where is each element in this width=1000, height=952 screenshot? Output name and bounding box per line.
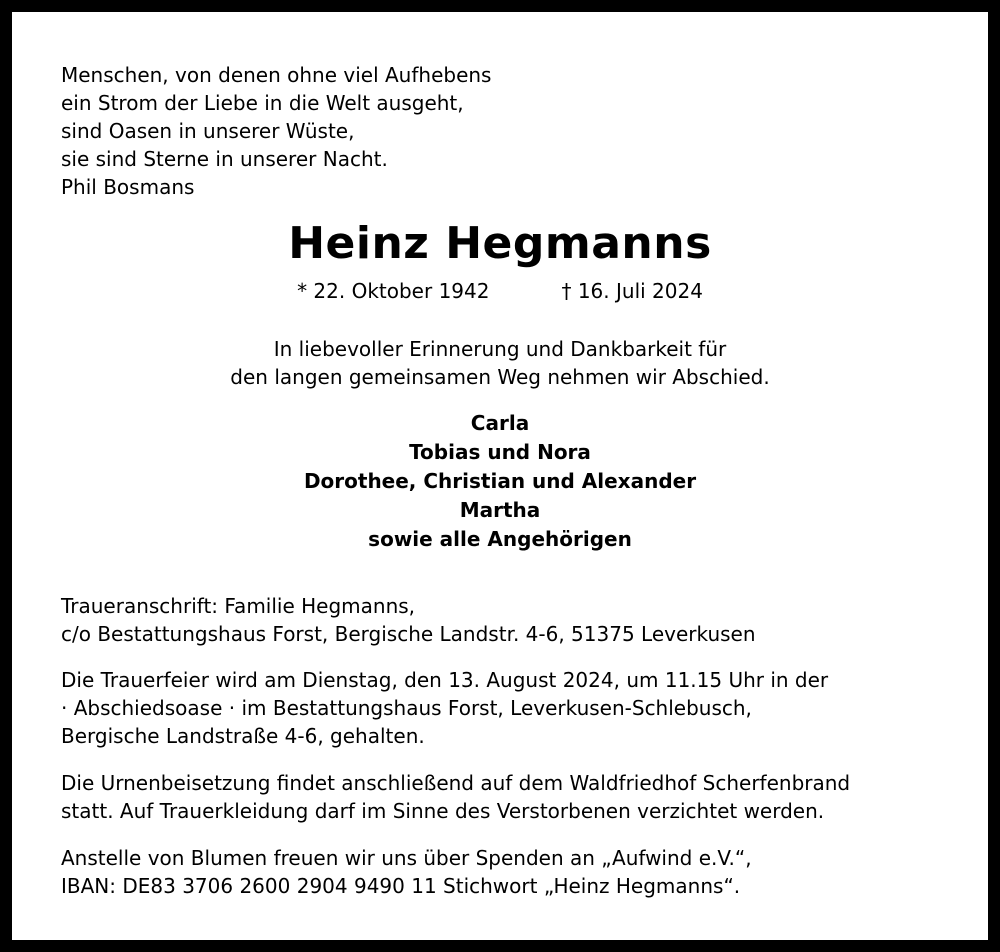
mourner-name: Dorothee, Christian und Alexander [303, 469, 697, 493]
address-line: c/o Bestattungshaus Forst, Bergische Landstr. 4-6, 51375 Leverkusen [61, 622, 756, 646]
ceremony-line: Bergische Landstraße 4-6, gehalten. [61, 724, 425, 748]
address-line: Traueranschrift: Familie Hegmanns, [61, 594, 416, 618]
mourner-name: Tobias und Nora [409, 440, 591, 464]
mourner-name: sowie alle Angehörigen [368, 527, 632, 551]
quote-line: Menschen, von denen ohne viel Aufhebens [61, 63, 492, 87]
quote-line: ein Strom der Liebe in die Welt ausgeht, [61, 91, 464, 115]
ceremony-line: · Abschiedsoase · im Bestattungshaus Forst, Leverkusen-Schlebusch, [61, 696, 752, 720]
mourner-name: Carla [470, 411, 530, 435]
donation-line: IBAN: DE83 3706 2600 2904 9490 11 Stichwort „Heinz Hegmanns“. [61, 874, 741, 898]
birth-date: * 22. Oktober 1942 [297, 279, 490, 303]
quote-author: Phil Bosmans [61, 175, 195, 199]
burial-line: Die Urnenbeisetzung findet anschließend auf dem Waldfriedhof Scherfenbrand [61, 771, 851, 795]
farewell-line: den langen gemeinsamen Weg nehmen wir Abschied. [230, 365, 770, 389]
quote-line: sie sind Sterne in unserer Nacht. [61, 147, 388, 171]
burial-line: statt. Auf Trauerkleidung darf im Sinne des Verstorbenen verzichtet werden. [61, 799, 825, 823]
death-date: † 16. Juli 2024 [561, 279, 703, 303]
ceremony-line: Die Trauerfeier wird am Dienstag, den 13. August 2024, um 11.15 Uhr in der [61, 668, 829, 692]
deceased-name: Heinz Hegmanns [288, 218, 712, 269]
life-dates [12, 277, 988, 305]
donation-line: Anstelle von Blumen freuen wir uns über Spenden an „Aufwind e.V.“, [61, 846, 752, 870]
quote-line: sind Oasen in unserer Wüste, [61, 119, 355, 143]
mourner-name: Martha [459, 498, 541, 522]
farewell-line: In liebevoller Erinnerung und Dankbarkeit für [273, 337, 727, 361]
